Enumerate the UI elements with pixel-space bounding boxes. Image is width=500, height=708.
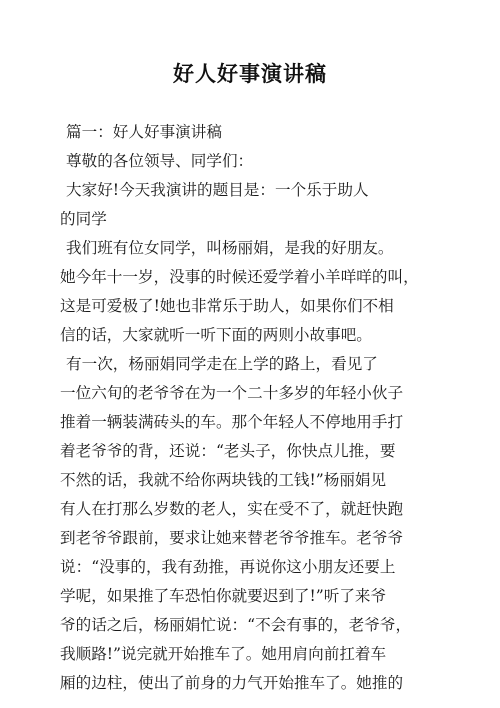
paragraph-line: 爷的话之后，杨丽娟忙说：“不会有事的，老爷爷， bbox=[60, 616, 412, 634]
paragraph-line: 说：“没事的，我有劲推，再说你这小朋友还要上 bbox=[60, 558, 396, 576]
document-body bbox=[60, 118, 436, 698]
paragraph-line: 一位六旬的老爷爷在为一个二十多岁的年轻小伙子 bbox=[60, 384, 404, 402]
paragraph-line: 学呢，如果推了车恐怕你就要迟到了!”听了来爷 bbox=[60, 587, 387, 605]
paragraph-line: 着老爷爷的背，还说：“老头子，你快点儿推，要 bbox=[60, 442, 396, 460]
section-heading: 篇一：好人好事演讲稿 bbox=[66, 123, 222, 141]
paragraph-line: 推着一辆装满砖头的车。那个年轻人不停地用手打 bbox=[60, 413, 404, 431]
paragraph-line: 大家好!今天我演讲的题目是：一个乐于助人 bbox=[66, 181, 369, 199]
paragraph-line: 不然的话，我就不给你两块钱的工钱!”杨丽娟见 bbox=[60, 471, 387, 489]
paragraph-line: 到老爷爷跟前，要求让她来替老爷爷推车。老爷爷 bbox=[60, 529, 404, 547]
paragraph-line: 有人在打那么岁数的老人，实在受不了，就赶快跑 bbox=[60, 500, 404, 518]
paragraph-line: 信的话，大家就听一听下面的两则小故事吧。 bbox=[60, 326, 372, 344]
paragraph-line: 这是可爱极了!她也非常乐于助人，如果你们不相 bbox=[60, 297, 394, 315]
paragraph-line: 厢的边柱，使出了前身的力气开始推车了。她推的 bbox=[60, 674, 404, 692]
paragraph-line: 的同学 bbox=[60, 210, 107, 228]
salutation: 尊敬的各位领导、同学们： bbox=[66, 152, 254, 170]
paragraph-line: 她今年十一岁，没事的时候还爱学着小羊咩咩的叫， bbox=[60, 268, 419, 286]
paragraph-line: 有一次，杨丽娟同学走在上学的路上，看见了 bbox=[66, 355, 378, 373]
paragraph-line: 我们班有位女同学，叫杨丽娟，是我的好朋友。 bbox=[66, 239, 394, 257]
document-title: 好人好事演讲稿 bbox=[173, 62, 327, 86]
paragraph-line: 我顺路!”说完就开始推车了。她用肩向前扛着车 bbox=[60, 645, 387, 663]
